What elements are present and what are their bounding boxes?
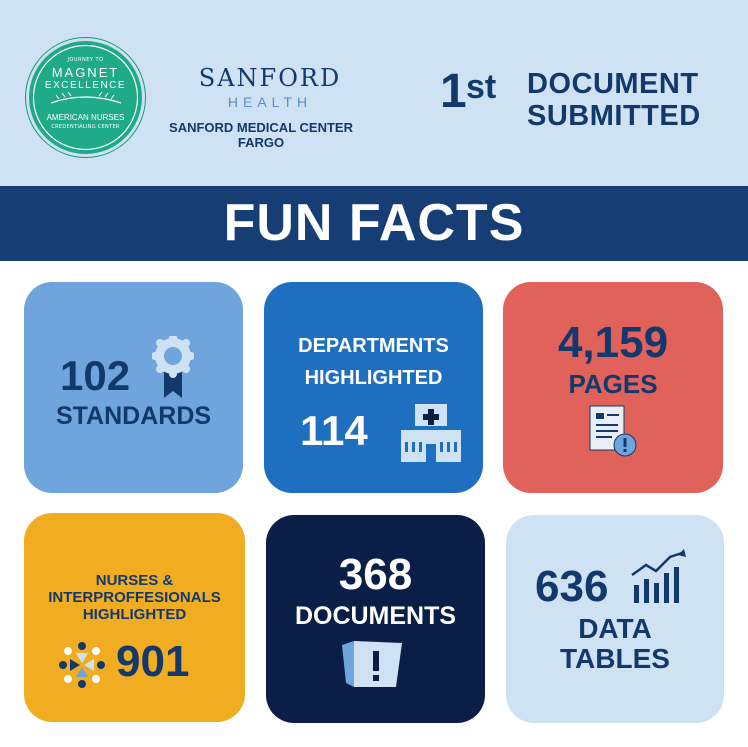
departments-label-line1: DEPARTMENTS [298, 335, 449, 357]
sanford-logo: SANFORD [198, 64, 342, 92]
departments-value: 114 [300, 407, 368, 454]
magnet-line1: JOURNEY TO [67, 57, 104, 63]
people-circle-icon [56, 639, 108, 691]
facility-line2: FARGO [237, 135, 285, 150]
award-ribbon-icon [152, 336, 194, 400]
magnet-badge [29, 41, 142, 154]
magnet-line2: MAGNET [51, 65, 120, 80]
magnet-line3: EXCELLENCE [44, 80, 127, 91]
documents-value: 368 [338, 550, 413, 599]
doc-line2: SUBMITTED [527, 100, 701, 132]
departments-label-line2: HIGHLIGHTED [304, 367, 443, 389]
nurses-value: 901 [116, 637, 190, 686]
document-submitted [527, 68, 701, 132]
first-number: 1 [440, 65, 465, 118]
data-tables-label-line2: TABLES [560, 643, 670, 674]
documents-label: DOCUMENTS [294, 602, 457, 630]
pages-label: PAGES [568, 369, 658, 399]
standards-label: STANDARDS [55, 402, 212, 430]
magnet-line4: AMERICAN NURSES [46, 113, 125, 122]
document-alert-icon [586, 404, 642, 460]
nurses-label-line3: HIGHLIGHTED [82, 606, 187, 623]
standards-card [24, 282, 243, 493]
pages-value: 4,159 [557, 318, 669, 367]
data-tables-label-line1: DATA [578, 613, 652, 644]
standards-value: 102 [60, 352, 131, 399]
data-tables-value: 636 [535, 562, 609, 611]
document-exclamation-icon [340, 639, 406, 689]
doc-line1: DOCUMENT [527, 68, 699, 100]
sanford-health-label: HEALTH [227, 94, 313, 110]
facility-name [146, 120, 376, 150]
facility-line1: SANFORD MEDICAL CENTER [169, 120, 353, 135]
first-suffix: st [466, 68, 497, 106]
magnet-line5: CREDENTIALING CENTER [51, 124, 120, 130]
nurses-label-line1: NURSES & [95, 572, 174, 589]
bar-chart-trend-icon [630, 549, 688, 605]
banner-title: FUN FACTS [223, 194, 525, 252]
nurses-label-line2: INTERPROFFESIONALS [48, 589, 221, 606]
hospital-building-icon [399, 400, 463, 462]
